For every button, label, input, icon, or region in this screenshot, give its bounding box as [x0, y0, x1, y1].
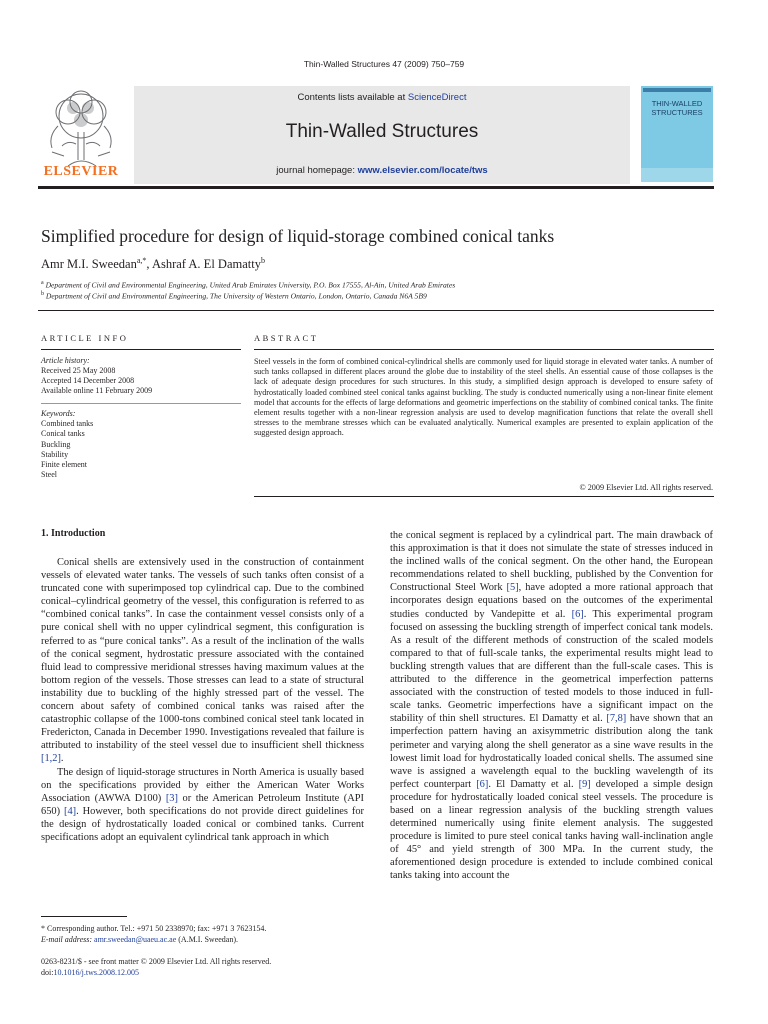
section-heading: 1. Introduction — [41, 528, 106, 539]
history-item: Accepted 14 December 2008 — [41, 376, 135, 385]
body-paragraph — [41, 766, 364, 845]
affiliation-text: Department of Civil and Environmental Engineering, The University of Western Ontario, London, Ontario, Canada N6A 5B9 — [45, 291, 427, 301]
corresponding-author-contact: * Corresponding author. Tel.: +971 50 2338970; fax: +971 3 7623154. — [41, 924, 267, 933]
journal-title: Thin-Walled Structures — [285, 121, 479, 142]
keyword: Buckling — [41, 439, 71, 449]
body-text: Conical shells are extensively used in the construction of containment vessels of elevated water tanks. The vessels of such tanks often consist of a truncated cone with superimposed top cylindrical cap. Due to the combined conical–cylindrical geometry of the vessel, this configuration is referred to as “combined conical tanks”. In case the containment vessel consists only of a pure conical shell with no upper cylindrical segment, this configuration is referred to as “pure conical tanks”. As a result of the inclination of the walls of the conical segment, hydrostatic pressure associated with the contained fluid lead to compressive meridional stresses having maximum values at the bottom region of the vessels. Those stresses can lead to a state of structural instability due to buckling of the highly stressed part of the vessel. The concern about safety of combined conical tanks was raised after the catastrophic collapse of the 1000-tons combined conical steel tank located in Fredericton, Canada in December 1990. Investigations revealed that failure is attributed to instability of the steel vessel due to insufficient shell thickness — [41, 557, 364, 752]
doi-link[interactable]: 10.1016/j.tws.2008.12.005 — [53, 968, 140, 977]
body-text: . El Damatty et al. — [488, 778, 579, 790]
history-item: Available online 11 February 2009 — [41, 386, 153, 395]
body-paragraph — [41, 556, 364, 766]
body-text: . This experimental program focused on assessing the buckling strength of imperfect conical tank models. As a result of the different methods of construction of the scaled models compared to that of full-scale tanks, the experimental results might lead to buckling strength values that are different than the full-scale cases. This is attributed to the difference in the geometrical imperfection patterns associated with the construction of tested models to those induced in full-scale tanks. Geometric imperfections have a significant impact on the stability of thin shell structures. El Damatty et al. — [390, 608, 713, 725]
author-name[interactable]: Amr M.I. Sweedan — [41, 257, 137, 272]
footnote-rule — [41, 916, 127, 917]
keyword: Steel — [41, 470, 57, 480]
body-paragraph — [390, 529, 713, 883]
author-list — [41, 256, 265, 272]
affiliation-b — [41, 291, 427, 301]
journal-homepage — [134, 165, 630, 176]
affiliation-a — [41, 280, 455, 290]
abstract-end-rule — [254, 496, 714, 497]
abstract-heading: ABSTRACT — [254, 333, 319, 343]
body-text: . However, both specifications do not provide direct guidelines for the design of hydrostatically loaded conical or combined tanks. Current specifications adopt an equivalent cylindrical tank approach in which — [41, 805, 364, 843]
reference-link[interactable]: [6] — [571, 608, 584, 620]
abstract-rule — [254, 349, 714, 350]
article-history — [41, 356, 241, 396]
keyword: Stability — [41, 449, 69, 459]
abstract-copyright: © 2009 Elsevier Ltd. All rights reserved. — [579, 483, 713, 492]
reference-link[interactable]: [9] — [578, 778, 591, 790]
body-text: The design of liquid-storage structures in North America is usually based on the specifications provided by either the American Water Works Association (AWWA D100) — [41, 766, 364, 804]
reference-link[interactable]: [6] — [476, 778, 489, 790]
body-text: . — [60, 753, 64, 765]
history-item: Received 25 May 2008 — [41, 366, 116, 375]
email-line — [41, 934, 266, 945]
homepage-link[interactable]: www.elsevier.com/locate/tws — [357, 165, 488, 176]
author-affil-marker[interactable]: a,* — [136, 256, 147, 265]
affiliation-marker: b — [41, 291, 44, 297]
sciencedirect-link[interactable]: ScienceDirect — [407, 92, 467, 103]
keyword: Finite element — [41, 460, 87, 470]
article-info-heading: ARTICLE INFO — [41, 333, 129, 343]
corresponding-author-footnote — [41, 923, 266, 945]
keywords-label: Keywords: — [41, 409, 76, 418]
reference-link[interactable]: [7,8] — [606, 713, 627, 725]
doi-line — [41, 967, 271, 978]
journal-citation: Thin-Walled Structures 47 (2009) 750–759 — [303, 59, 465, 69]
email-suffix: (A.M.I. Sweedan). — [176, 935, 239, 944]
reference-link[interactable]: [4] — [64, 805, 77, 817]
homepage-prefix: journal homepage: — [276, 165, 358, 176]
author-affil-marker[interactable]: b — [260, 256, 265, 265]
author-name[interactable]: Ashraf A. El Damatty — [151, 257, 261, 272]
article-info-rule — [41, 349, 241, 350]
keyword-list — [41, 409, 241, 480]
elsevier-wordmark: ELSEVIER — [43, 164, 119, 179]
cover-bottom-band — [641, 168, 713, 182]
front-matter — [41, 956, 271, 978]
keyword: Conical tanks — [41, 429, 85, 439]
reference-link[interactable]: [1,2] — [41, 753, 61, 765]
body-column-left — [41, 556, 364, 844]
contents-availability — [134, 92, 630, 103]
cover-title: THIN-WALLED STRUCTURES — [651, 99, 703, 117]
affiliation-marker: a — [41, 280, 44, 286]
email-label: E-mail address: — [41, 935, 95, 944]
header-rule — [38, 310, 714, 311]
contents-prefix: Contents lists available at — [297, 92, 408, 103]
reference-link[interactable]: [3] — [165, 792, 178, 804]
body-text: have shown that an imperfection pattern having an axisymmetric distribution along the tank perimeter and varying along the shell generator as a sine wave results in the lowest limit load for hydrostatically loaded conical shells. The assumed sine wave is assigned a wavelength equal to the buckling wavelength of its perfect counterpart — [390, 713, 714, 790]
body-text: developed a simple design procedure for hydrostatically loaded conical steel vessels. The procedure is based on a linear regression analysis of the buckling strength values determined numerically using finite element analysis. The suggested procedure is limited to pure steel conical tanks having wall-inclination angle of 45° and yield strength of 300 MPa. In the current study, the aforementioned design procedure is extended to include combined conical tanks taking into account the — [390, 778, 713, 882]
body-text: the conical segment is replaced by a cylindrical part. The main drawback of this approximation is that it does not simulate the state of stresses induced in the inclined walls of the conical segment. On the other hand, the European recommendations related to shell buckling, published by the Convention for Constructional Steel Work — [390, 530, 713, 594]
article-title: Simplified procedure for design of liquid-storage combined conical tanks — [41, 226, 555, 246]
body-text: or the American Petroleum Institute (API 650) — [41, 792, 364, 817]
affiliation-text: Department of Civil and Environmental Engineering, United Arab Emirates University, P.O. Box 17555, Al-Ain, United Arab Emirates — [45, 280, 456, 290]
doi-label: doi: — [41, 968, 54, 977]
article-info-divider — [41, 403, 241, 404]
body-column-right — [390, 529, 713, 883]
history-label: Article history: — [41, 356, 90, 365]
issn-line: 0263-8231/$ - see front matter © 2009 Elsevier Ltd. All rights reserved. — [41, 957, 272, 966]
abstract-text: Steel vessels in the form of combined conical-cylindrical shells are commonly used for liquid storage in elevated water tanks. A number of such tanks collapsed in different places around the globe due to instability of the steel shells. An essential cause of those collapses is the lack of adequate design procedures for such structures. In this study, a simplified design approach is developed to ensure safety of hydrostatically loaded combined steel conical tanks against buckling. The study is conducted numerically using a non-linear finite element model that accounts for the effects of large deformations and geometric imperfections on the stability of combined conical tanks. The finite element results together with a non-linear regression analysis are used to develop magnification functions that relate the overall shell stresses to the membrane stresses which can be evaluated analytically. Numerical examples are presented to explain application of the suggested design approach. — [254, 357, 713, 438]
body-text: , have adopted a more rational approach that incorporates design equations based on the outcomes of the experimental studies conducted by Vandepitte et al. — [390, 582, 713, 620]
masthead-rule — [38, 186, 714, 189]
cover-top-band — [643, 88, 711, 92]
author-separator: , — [146, 257, 152, 272]
keyword: Combined tanks — [41, 419, 94, 429]
email-link[interactable]: amr.sweedan@uaeu.ac.ae — [94, 935, 177, 944]
reference-link[interactable]: [5] — [506, 582, 519, 594]
